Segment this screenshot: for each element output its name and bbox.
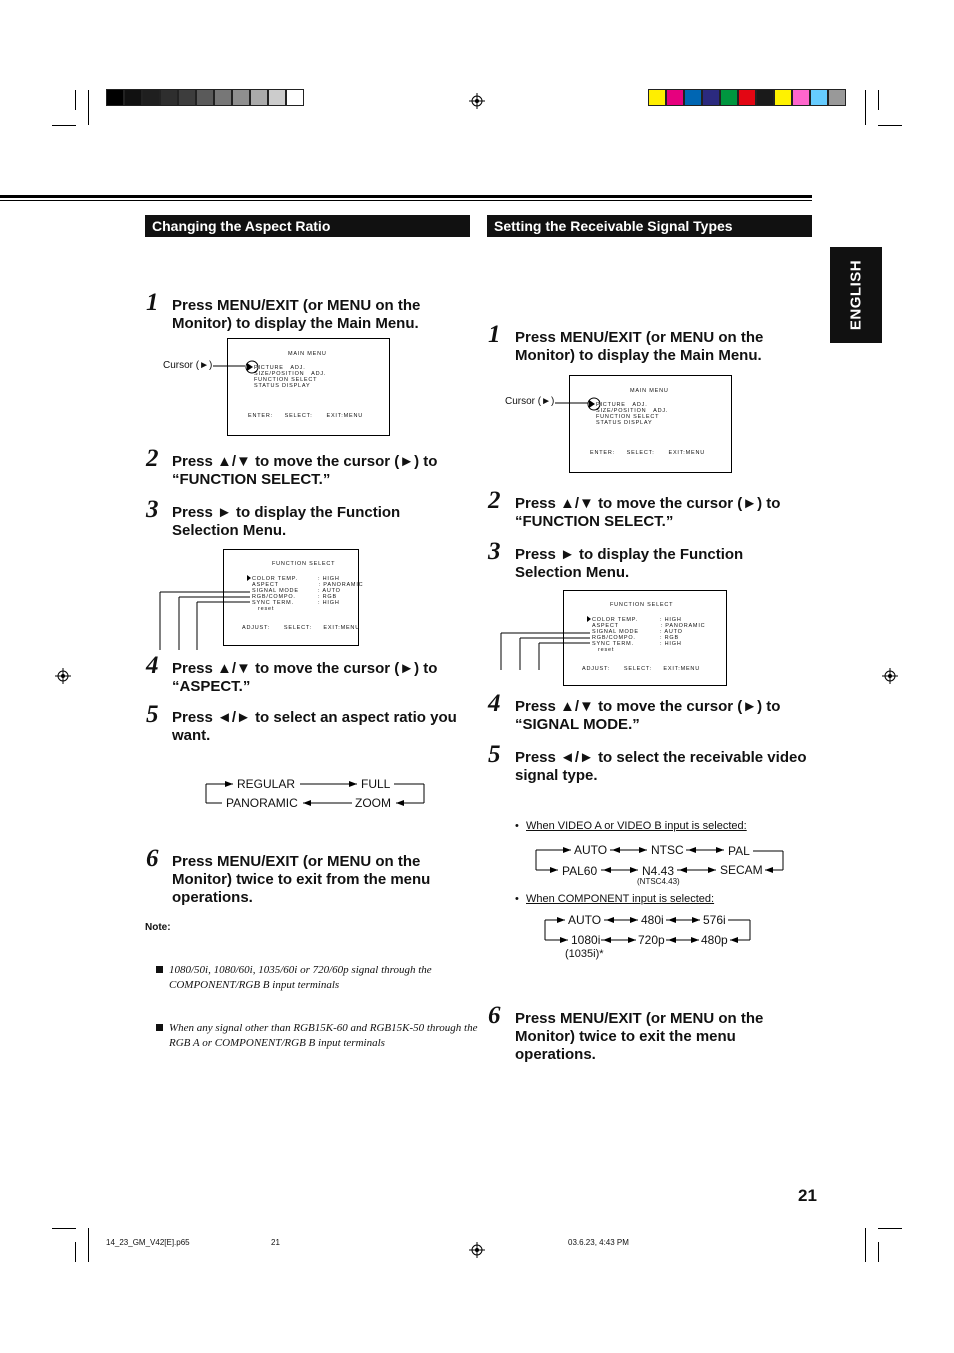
- osd-footer: ENTER: SELECT: EXIT:MENU: [590, 450, 706, 456]
- osd-title: FUNCTION SELECT: [610, 602, 674, 608]
- cycle-item: REGULAR: [237, 777, 296, 791]
- step-text: Press ▲/▼ to move the cursor (►) to “SIGNAL MODE.”: [515, 698, 781, 733]
- cursor-label: Cursor (►): [163, 360, 213, 371]
- cycle-item: PANORAMIC: [226, 796, 298, 810]
- step-text: Press MENU/EXIT (or MENU on the Monitor) twice to exit from the menu operations.: [172, 853, 431, 906]
- note-text: When any signal other than RGB15K-60 and RGB15K-50 through the RGB A or COMPONENT/RGB B input terminals: [169, 1022, 478, 1049]
- osd-item: STATUS DISPLAY: [254, 383, 311, 389]
- osd-footer: ENTER: SELECT: EXIT:MENU: [248, 413, 364, 419]
- osd-item: SIZE/POSITION ADJ.: [596, 408, 669, 414]
- step-text: Press MENU/EXIT (or MENU on the Monitor) to display the Main Menu.: [172, 297, 421, 332]
- step-number: 1: [146, 289, 159, 316]
- osd-item: ASPECT: [252, 582, 279, 588]
- cycle-item: ZOOM: [355, 796, 391, 810]
- cycle-subnote: (1035i)*: [565, 948, 604, 960]
- step-number: 6: [488, 1002, 501, 1029]
- step-text: Press ► to display the Function Selection Menu.: [515, 546, 744, 581]
- osd-value: : HIGH: [318, 600, 340, 606]
- footer-file: 14_23_GM_V42[E].p65: [106, 1238, 190, 1247]
- cycle-item: 480i: [641, 913, 664, 927]
- cycle-item: PAL60: [562, 864, 598, 878]
- osd-item: reset: [258, 606, 275, 612]
- osd-item: ASPECT: [592, 623, 619, 629]
- cycle-item: 480p: [701, 933, 728, 947]
- osd-footer: ADJUST: SELECT: EXIT:MENU: [582, 666, 700, 672]
- osd-item: RGB/COMPO.: [592, 635, 636, 641]
- osd-item: PICTURE ADJ.: [596, 402, 648, 408]
- step-number: 5: [146, 701, 159, 728]
- osd-value: : PANORAMIC: [656, 623, 706, 629]
- step-text: Press MENU/EXIT (or MENU on the Monitor) twice to exit the menu operations.: [515, 1010, 764, 1063]
- section-title-aspect: Changing the Aspect Ratio: [145, 215, 470, 237]
- step-number: 3: [488, 538, 501, 565]
- osd-item: FUNCTION SELECT: [596, 414, 660, 420]
- cycle-item: 720p: [638, 933, 665, 947]
- step-number: 4: [488, 690, 501, 717]
- cycle-item: 1080i: [571, 933, 601, 947]
- osd-item: STATUS DISPLAY: [596, 420, 653, 426]
- osd-item: SYNC TERM.: [252, 600, 294, 606]
- step-text: Press ◄/► to select the receivable video signal type.: [515, 749, 807, 784]
- cursor-label: Cursor (►): [505, 396, 555, 407]
- step-number: 3: [146, 496, 159, 523]
- page-number: 21: [798, 1186, 817, 1205]
- osd-title: FUNCTION SELECT: [272, 561, 336, 567]
- osd-value: : RGB: [660, 635, 679, 641]
- step-number: 2: [146, 445, 159, 472]
- osd-item: RGB/COMPO.: [252, 594, 296, 600]
- step-text: Press MENU/EXIT (or MENU on the Monitor) to display the Main Menu.: [515, 329, 764, 364]
- cycle-item: AUTO: [568, 913, 602, 927]
- osd-title: MAIN MENU: [288, 351, 327, 357]
- osd-title: MAIN MENU: [630, 388, 669, 394]
- step-text: Press ▲/▼ to move the cursor (►) to “FUNCTION SELECT.”: [515, 495, 781, 530]
- osd-value: : PANORAMIC: [314, 582, 364, 588]
- osd-item: SIGNAL MODE: [592, 629, 639, 635]
- osd-item: COLOR TEMP.: [592, 617, 638, 623]
- osd-value: : HIGH: [660, 617, 682, 623]
- osd-item: COLOR TEMP.: [252, 576, 298, 582]
- osd-item: SIZE/POSITION ADJ.: [254, 371, 327, 377]
- step-text: Press ▲/▼ to move the cursor (►) to “ASPECT.”: [172, 660, 438, 695]
- component-condition: When COMPONENT input is selected:: [526, 893, 715, 905]
- footer-page: 21: [271, 1238, 280, 1247]
- cycle-item: PAL: [728, 844, 750, 858]
- step-text: Press ▲/▼ to move the cursor (►) to “FUNCTION SELECT.”: [172, 453, 438, 488]
- cycle-item: SECAM: [720, 863, 763, 877]
- osd-item: FUNCTION SELECT: [254, 377, 318, 383]
- cycle-item: N4.43: [642, 864, 675, 878]
- step-text: Press ► to display the Function Selection Menu.: [172, 504, 401, 539]
- step-number: 2: [488, 487, 501, 514]
- footer-date: 03.6.23, 4:43 PM: [568, 1238, 629, 1247]
- bullet: •: [515, 820, 519, 832]
- step-number: 1: [488, 321, 501, 348]
- osd-item: SIGNAL MODE: [252, 588, 299, 594]
- osd-value: : RGB: [318, 594, 337, 600]
- cycle-item: NTSC: [651, 843, 684, 857]
- step-number: 6: [146, 845, 159, 872]
- cycle-subnote: (NTSC4.43): [637, 877, 680, 886]
- step-number: 4: [146, 652, 159, 679]
- osd-item: reset: [598, 647, 615, 653]
- step-text: Press ◄/► to select an aspect ratio you want.: [172, 709, 457, 744]
- bullet: •: [515, 893, 519, 905]
- osd-value: : HIGH: [318, 576, 340, 582]
- note-label: Note:: [145, 922, 171, 933]
- osd-item: PICTURE ADJ.: [254, 365, 306, 371]
- osd-value: : HIGH: [660, 641, 682, 647]
- osd-value: : AUTO: [318, 588, 341, 594]
- cycle-item: FULL: [361, 777, 391, 791]
- osd-value: : AUTO: [660, 629, 683, 635]
- section-title-signal: Setting the Receivable Signal Types: [487, 215, 812, 237]
- video-condition: When VIDEO A or VIDEO B input is selected:: [526, 820, 747, 832]
- osd-footer: ADJUST: SELECT: EXIT:MENU: [242, 625, 360, 631]
- osd-item: SYNC TERM.: [592, 641, 634, 647]
- cycle-item: 576i: [703, 913, 726, 927]
- note-text: 1080/50i, 1080/60i, 1035/60i or 720/60p signal through the COMPONENT/RGB B input terminals: [169, 964, 432, 991]
- step-number: 5: [488, 741, 501, 768]
- language-tab-label: ENGLISH: [847, 259, 865, 331]
- cycle-item: AUTO: [574, 843, 608, 857]
